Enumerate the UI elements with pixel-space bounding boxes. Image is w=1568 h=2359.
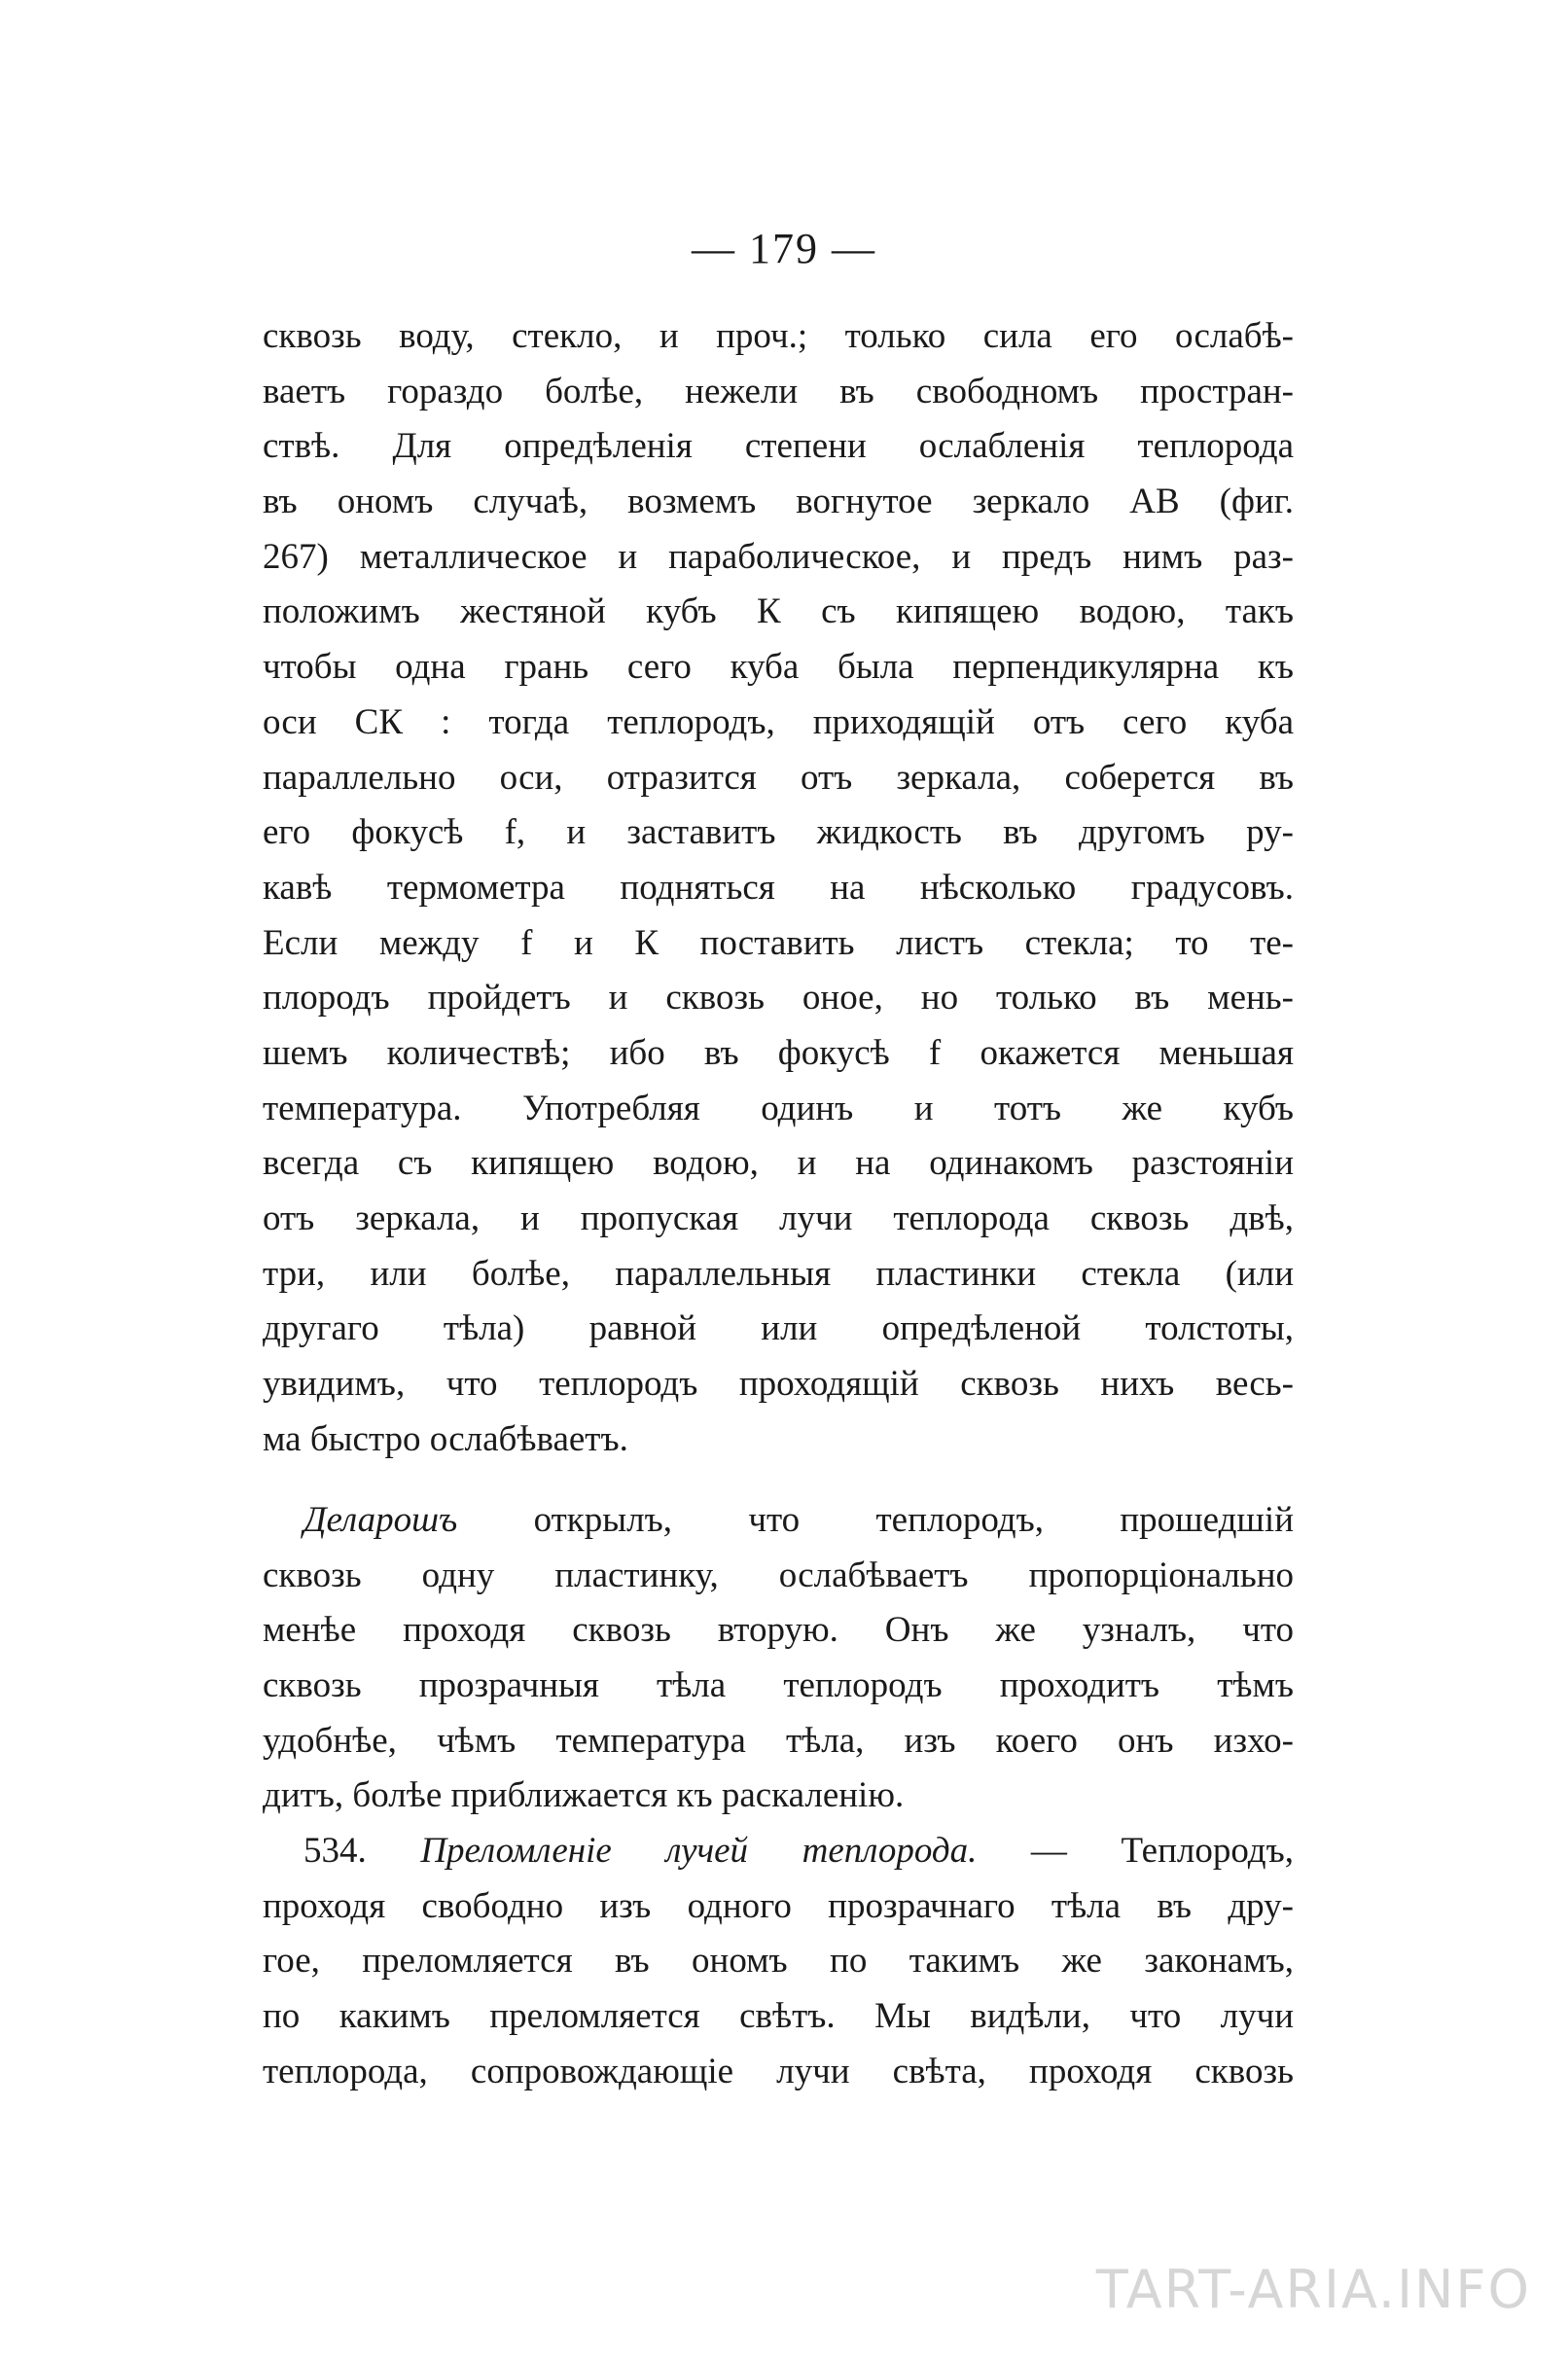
text-line: сквозь одну пластинку, ослабѣваетъ пропорціонально: [263, 1555, 1294, 1595]
watermark: TART-ARIA.INFO: [1095, 2259, 1531, 2320]
text-line: температура. Употребляя одинъ и тотъ же кубъ: [263, 1088, 1294, 1128]
text-line: ма быстро ослабѣваетъ.: [263, 1418, 628, 1459]
text-line: увидимъ, что теплородъ проходящій сквозь нихъ весь-: [263, 1364, 1294, 1405]
text-line: теплорода, сопровождающіе лучи свѣта, проходя сквозь: [263, 2051, 1294, 2091]
author-name-italic: Деларошъ: [303, 1500, 458, 1540]
page-number: — 179 —: [692, 225, 876, 272]
text-line: проходя свободно изъ одного прозрачнаго тѣла въ дру-: [263, 1885, 1294, 1926]
text-line: кавѣ термометра подняться на нѣсколько градусовъ.: [263, 867, 1294, 908]
text-line: по какимъ преломляется свѣтъ. Мы видѣли, что лучи: [263, 1996, 1294, 2037]
text-line: Если между f и К поставить листъ стекла; то те-: [263, 922, 1294, 963]
text-line: дитъ, болѣе приближается къ раскаленію.: [263, 1775, 905, 1816]
text-line: положимъ жестяной кубъ К съ кипящею водою, такъ: [263, 591, 1294, 632]
section-title-italic: Преломленіе лучей теплорода.: [420, 1831, 978, 1871]
paragraph-2: [263, 1493, 1294, 1824]
text-line: оси СК : тогда теплородъ, приходящій отъ сего куба: [263, 701, 1294, 742]
text-line: ваетъ гораздо болѣе, нежели въ свободномъ простран-: [263, 371, 1294, 411]
text-line: гое, преломляется въ ономъ по такимъ же законамъ,: [263, 1941, 1294, 1982]
text-line: сквозь прозрачныя тѣла теплородъ проходитъ тѣмъ: [263, 1665, 1294, 1706]
text-line: [263, 1824, 1294, 1879]
text-line: сквозь воду, стекло, и проч.; только сила его ослабѣ-: [263, 316, 1294, 356]
text-line: его фокусѣ f, и заставитъ жидкость въ другомъ ру-: [263, 812, 1294, 853]
text-line: параллельно оси, отразится отъ зеркала, соберется въ: [263, 757, 1294, 798]
paragraph-1: [263, 309, 1294, 1467]
text-line: плородъ пройдетъ и сквозь оное, но только въ мень-: [263, 978, 1294, 1019]
text-line: всегда съ кипящею водою, и на одинакомъ разстояніи: [263, 1143, 1294, 1184]
text-line: удобнѣе, чѣмъ температура тѣла, изъ коего онъ изхо-: [263, 1720, 1294, 1761]
text-line: три, или болѣе, параллельныя пластинки стекла (или: [263, 1253, 1294, 1294]
text-line: въ ономъ случаѣ, возмемъ вогнутое зеркало АВ (фиг.: [263, 482, 1294, 522]
section-number: 534.: [303, 1831, 367, 1871]
text-run: открылъ, что теплородъ, прошедшій: [457, 1500, 1294, 1540]
text-line: менѣе проходя сквозь вторую. Онъ же узналъ, что: [263, 1610, 1294, 1651]
text-line: шемъ количествѣ; ибо въ фокусѣ f окажется меньшая: [263, 1032, 1294, 1073]
text-line: отъ зеркала, и пропуская лучи теплорода сквозь двѣ,: [263, 1198, 1294, 1238]
text-line: 267) металлическое и параболическое, и предъ нимъ раз-: [263, 536, 1294, 577]
text-line: ствѣ. Для опредѣленія степени ослабленія теплорода: [263, 426, 1294, 467]
text-run: — Теплородъ,: [977, 1831, 1294, 1871]
text-line: чтобы одна грань сего куба была перпендикулярна къ: [263, 647, 1294, 688]
text-line: другаго тѣла) равной или опредѣленой толстоты,: [263, 1308, 1294, 1349]
paragraph-3: [263, 1824, 1294, 2099]
text-line: [263, 1493, 1294, 1549]
